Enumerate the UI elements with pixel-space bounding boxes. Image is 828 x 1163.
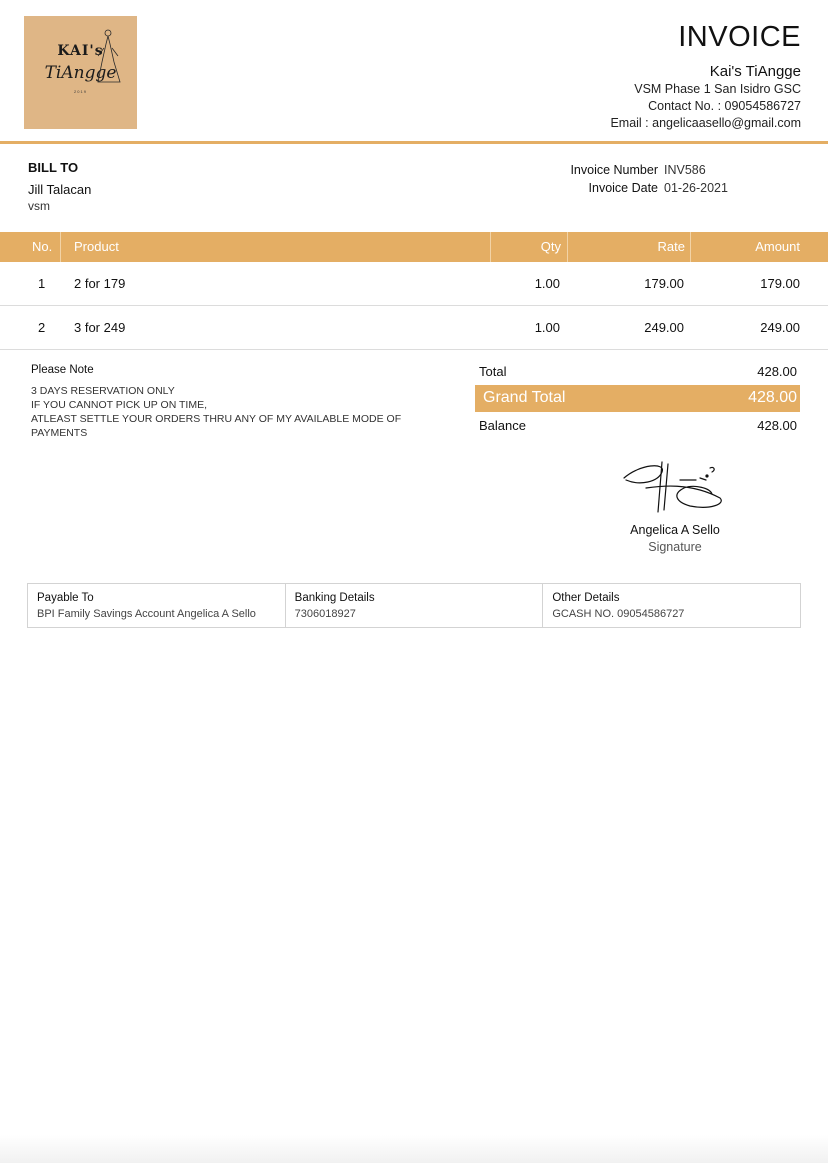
- logo-text-kais: KAI's: [57, 43, 104, 59]
- invoice-number-label: Invoice Number: [570, 163, 658, 177]
- row-rate: 179.00: [644, 276, 684, 291]
- bill-to-label: BILL TO: [28, 160, 79, 175]
- total-row: [475, 362, 800, 382]
- banking-details-label: Banking Details: [294, 592, 375, 604]
- balance-value: 428.00: [757, 418, 797, 433]
- total-value: 428.00: [757, 364, 797, 379]
- invoice-date-label: Invoice Date: [588, 181, 658, 195]
- col-separator: [60, 232, 61, 262]
- invoice-date: 01-26-2021: [664, 181, 728, 195]
- row-product: 2 for 179: [74, 276, 126, 291]
- items-table-header: [0, 232, 828, 262]
- other-details-value: GCASH NO. 09054586727: [552, 608, 685, 620]
- table-row: [0, 306, 828, 350]
- business-contact: Contact No. : 09054586727: [648, 99, 801, 113]
- row-qty: 1.00: [534, 276, 560, 291]
- note-line: IF YOU CANNOT PICK UP ON TIME,: [31, 399, 208, 411]
- other-details-cell: [543, 584, 800, 627]
- invoice-number: INV586: [664, 163, 706, 177]
- banking-details-value: 7306018927: [294, 608, 356, 620]
- payment-details-table: [27, 583, 801, 628]
- signature-image-icon: [600, 458, 750, 516]
- logo-text-tiangge: TiAngge: [44, 63, 117, 83]
- payable-to-label: Payable To: [37, 592, 94, 604]
- customer-address: vsm: [28, 199, 50, 213]
- row-no: 1: [38, 276, 46, 291]
- note-title: Please Note: [31, 364, 94, 376]
- payable-to-value: BPI Family Savings Account Angelica A Sello: [37, 608, 256, 620]
- signatory-name: Angelica A Sello: [630, 523, 720, 537]
- col-header-rate: Rate: [657, 239, 685, 254]
- note-line: ATLEAST SETTLE YOUR ORDERS THRU ANY OF MY AVAILABLE MODE OF PAYMENTS: [31, 413, 402, 439]
- note-line: 3 DAYS RESERVATION ONLY: [31, 385, 175, 397]
- row-amount: 249.00: [760, 320, 800, 335]
- business-address: VSM Phase 1 San Isidro GSC: [634, 82, 801, 96]
- customer-name: Jill Talacan: [28, 182, 92, 197]
- banking-details-cell: [286, 584, 544, 627]
- page-bottom-shade: [0, 1135, 828, 1163]
- col-separator: [567, 232, 568, 262]
- total-label: Total: [479, 364, 507, 379]
- grand-total-label: Grand Total: [483, 389, 566, 406]
- row-no: 2: [38, 320, 46, 335]
- row-product: 3 for 249: [74, 320, 126, 335]
- logo-text-year: 2019: [74, 89, 87, 94]
- grand-total-row: [475, 385, 800, 412]
- business-logo: [24, 16, 137, 129]
- balance-label: Balance: [479, 418, 526, 433]
- payable-to-cell: [28, 584, 286, 627]
- business-name: Kai's TiAngge: [709, 63, 801, 80]
- col-header-product: Product: [74, 239, 119, 254]
- please-note-section: [31, 363, 421, 440]
- signature-block: [600, 458, 750, 554]
- row-rate: 249.00: [644, 320, 684, 335]
- balance-row: [475, 416, 800, 436]
- note-body: [31, 384, 421, 440]
- bill-to-section: [28, 160, 91, 214]
- totals-section: [475, 362, 800, 436]
- business-email: Email : angelicaasello@gmail.com: [610, 116, 801, 130]
- other-details-label: Other Details: [552, 592, 620, 604]
- signature-label: Signature: [648, 540, 702, 554]
- header-divider: [0, 141, 828, 144]
- business-info: [610, 20, 801, 132]
- grand-total-value: 428.00: [748, 389, 797, 406]
- invoice-meta: [560, 161, 728, 197]
- invoice-title: INVOICE: [678, 21, 801, 53]
- row-amount: 179.00: [760, 276, 800, 291]
- col-separator: [690, 232, 691, 262]
- col-separator: [490, 232, 491, 262]
- row-qty: 1.00: [534, 320, 560, 335]
- table-row: [0, 262, 828, 306]
- col-header-no: No.: [32, 239, 53, 254]
- col-header-amount: Amount: [755, 239, 800, 254]
- col-header-qty: Qty: [540, 239, 561, 254]
